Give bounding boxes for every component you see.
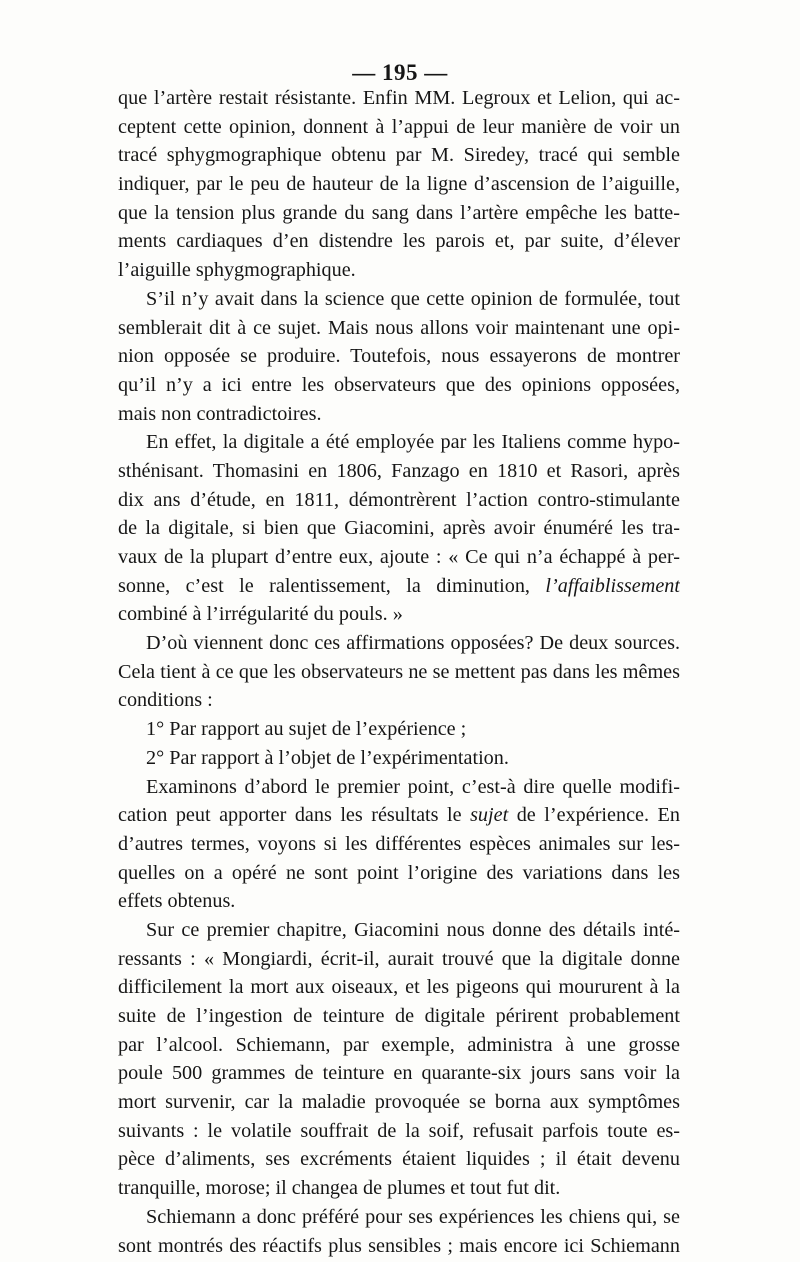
text-line: mort survenir, car la maladie provoquée se borna aux symptômes <box>118 1091 680 1114</box>
text-line: vaux de la plupart d’entre eux, ajoute : « Ce qui n’a échappé à per- <box>118 546 680 568</box>
text-line: effets obtenus. <box>118 890 236 913</box>
page-number: — 195 — <box>352 60 448 85</box>
body-text <box>118 84 680 1260</box>
text-line: D’où viennent donc ces affirmations opposées? De deux sources. <box>146 632 680 655</box>
text-line: suite de l’ingestion de teinture de digitale périrent probablement <box>118 1005 680 1027</box>
text-line: quelles on a opéré ne sont point l’origine des variations dans les <box>118 861 680 884</box>
text-line: ments cardiaques d’en distendre les parois et, par suite, d’élever <box>118 230 680 253</box>
line-segment: cation peut apporter dans les résultats le <box>118 804 471 827</box>
text-line: tranquille, morose; il changea de plumes et tout fut dit. <box>118 1177 561 1200</box>
text-line: mais non contradictoires. <box>118 402 322 425</box>
line-segment: sonne, c’est le ralentissement, la diminution, <box>118 574 546 597</box>
text-line: tracé sphygmographique obtenu par M. Siredey, tracé qui semble <box>118 144 680 167</box>
list-item: 1° Par rapport au sujet de l’expérience ; <box>146 718 467 741</box>
italic-text: l’affaiblissement <box>545 574 680 597</box>
text-line: d’autres termes, voyons si les différentes espèces animales sur les- <box>118 832 680 855</box>
text-line: En effet, la digitale a été employée par les Italiens comme hypo- <box>146 431 680 454</box>
text-line: sthénisant. Thomasini en 1806, Fanzago en 1810 et Rasori, après <box>118 459 680 482</box>
italic-text: sujet <box>470 804 509 827</box>
text-line: pèce d’aliments, ses excréments étaient liquides ; il était devenu <box>118 1148 680 1171</box>
text-line <box>118 572 680 601</box>
text-line: combiné à l’irrégularité du pouls. » <box>118 603 403 626</box>
text-line: par l’alcool. Schiemann, par exemple, administra à une grosse <box>118 1033 680 1056</box>
text-line: indiquer, par le peu de hauteur de la ligne d’ascension de l’aiguille, <box>118 173 680 196</box>
text-line: Examinons d’abord le premier point, c’est-à dire quelle modifi- <box>146 775 680 798</box>
text-line: Cela tient à ce que les observateurs ne se mettent pas dans les mêmes <box>118 660 680 683</box>
text-line: Sur ce premier chapitre, Giacomini nous donne des détails inté- <box>146 918 680 941</box>
text-line: difficilement la mort aux oiseaux, et les pigeons qui moururent à la <box>118 976 680 999</box>
text-line: sont montrés des réactifs plus sensibles ; mais encore ici Schiemann <box>118 1234 680 1257</box>
list-item: 2° Par rapport à l’objet de l’expérimentation. <box>146 746 509 769</box>
text-line: S’il n’y avait dans la science que cette opinion de formulée, tout <box>146 287 680 310</box>
text-line: qu’il n’y a ici entre les observateurs que des opinions opposées, <box>118 373 680 396</box>
text-line: Schiemann a donc préféré pour ses expériences les chiens qui, se <box>146 1205 680 1228</box>
text-line: suivants : le volatile souffrait de la soif, refusait parfois toute es- <box>118 1119 680 1142</box>
text-line: de la digitale, si bien que Giacomini, après avoir énuméré les tra- <box>118 517 680 540</box>
text-line: que la tension plus grande du sang dans l’artère empêche les batte- <box>118 201 680 224</box>
text-line: poule 500 grammes de teinture en quarante-six jours sans voir la <box>118 1062 680 1085</box>
text-line: que l’artère restait résistante. Enfin MM. Legroux et Lelion, qui ac- <box>118 87 680 109</box>
text-line: conditions : <box>118 689 213 712</box>
text-line: semblerait dit à ce sujet. Mais nous allons voir maintenant une opi- <box>118 316 680 339</box>
text-line: ressants : « Mongiardi, écrit-il, aurait trouvé que la digitale donne <box>118 947 680 970</box>
text-line: l’aiguille sphygmographique. <box>118 259 356 282</box>
text-line: ceptent cette opinion, donnent à l’appui de leur manière de voir un <box>118 115 680 138</box>
text-line: nion opposée se produire. Toutefois, nous essayerons de montrer <box>118 345 680 368</box>
line-segment: de l’expérience. En <box>508 804 680 827</box>
text-line: dix ans d’étude, en 1811, démontrèrent l’action contro-stimulante <box>118 488 680 511</box>
text-line <box>118 801 680 830</box>
